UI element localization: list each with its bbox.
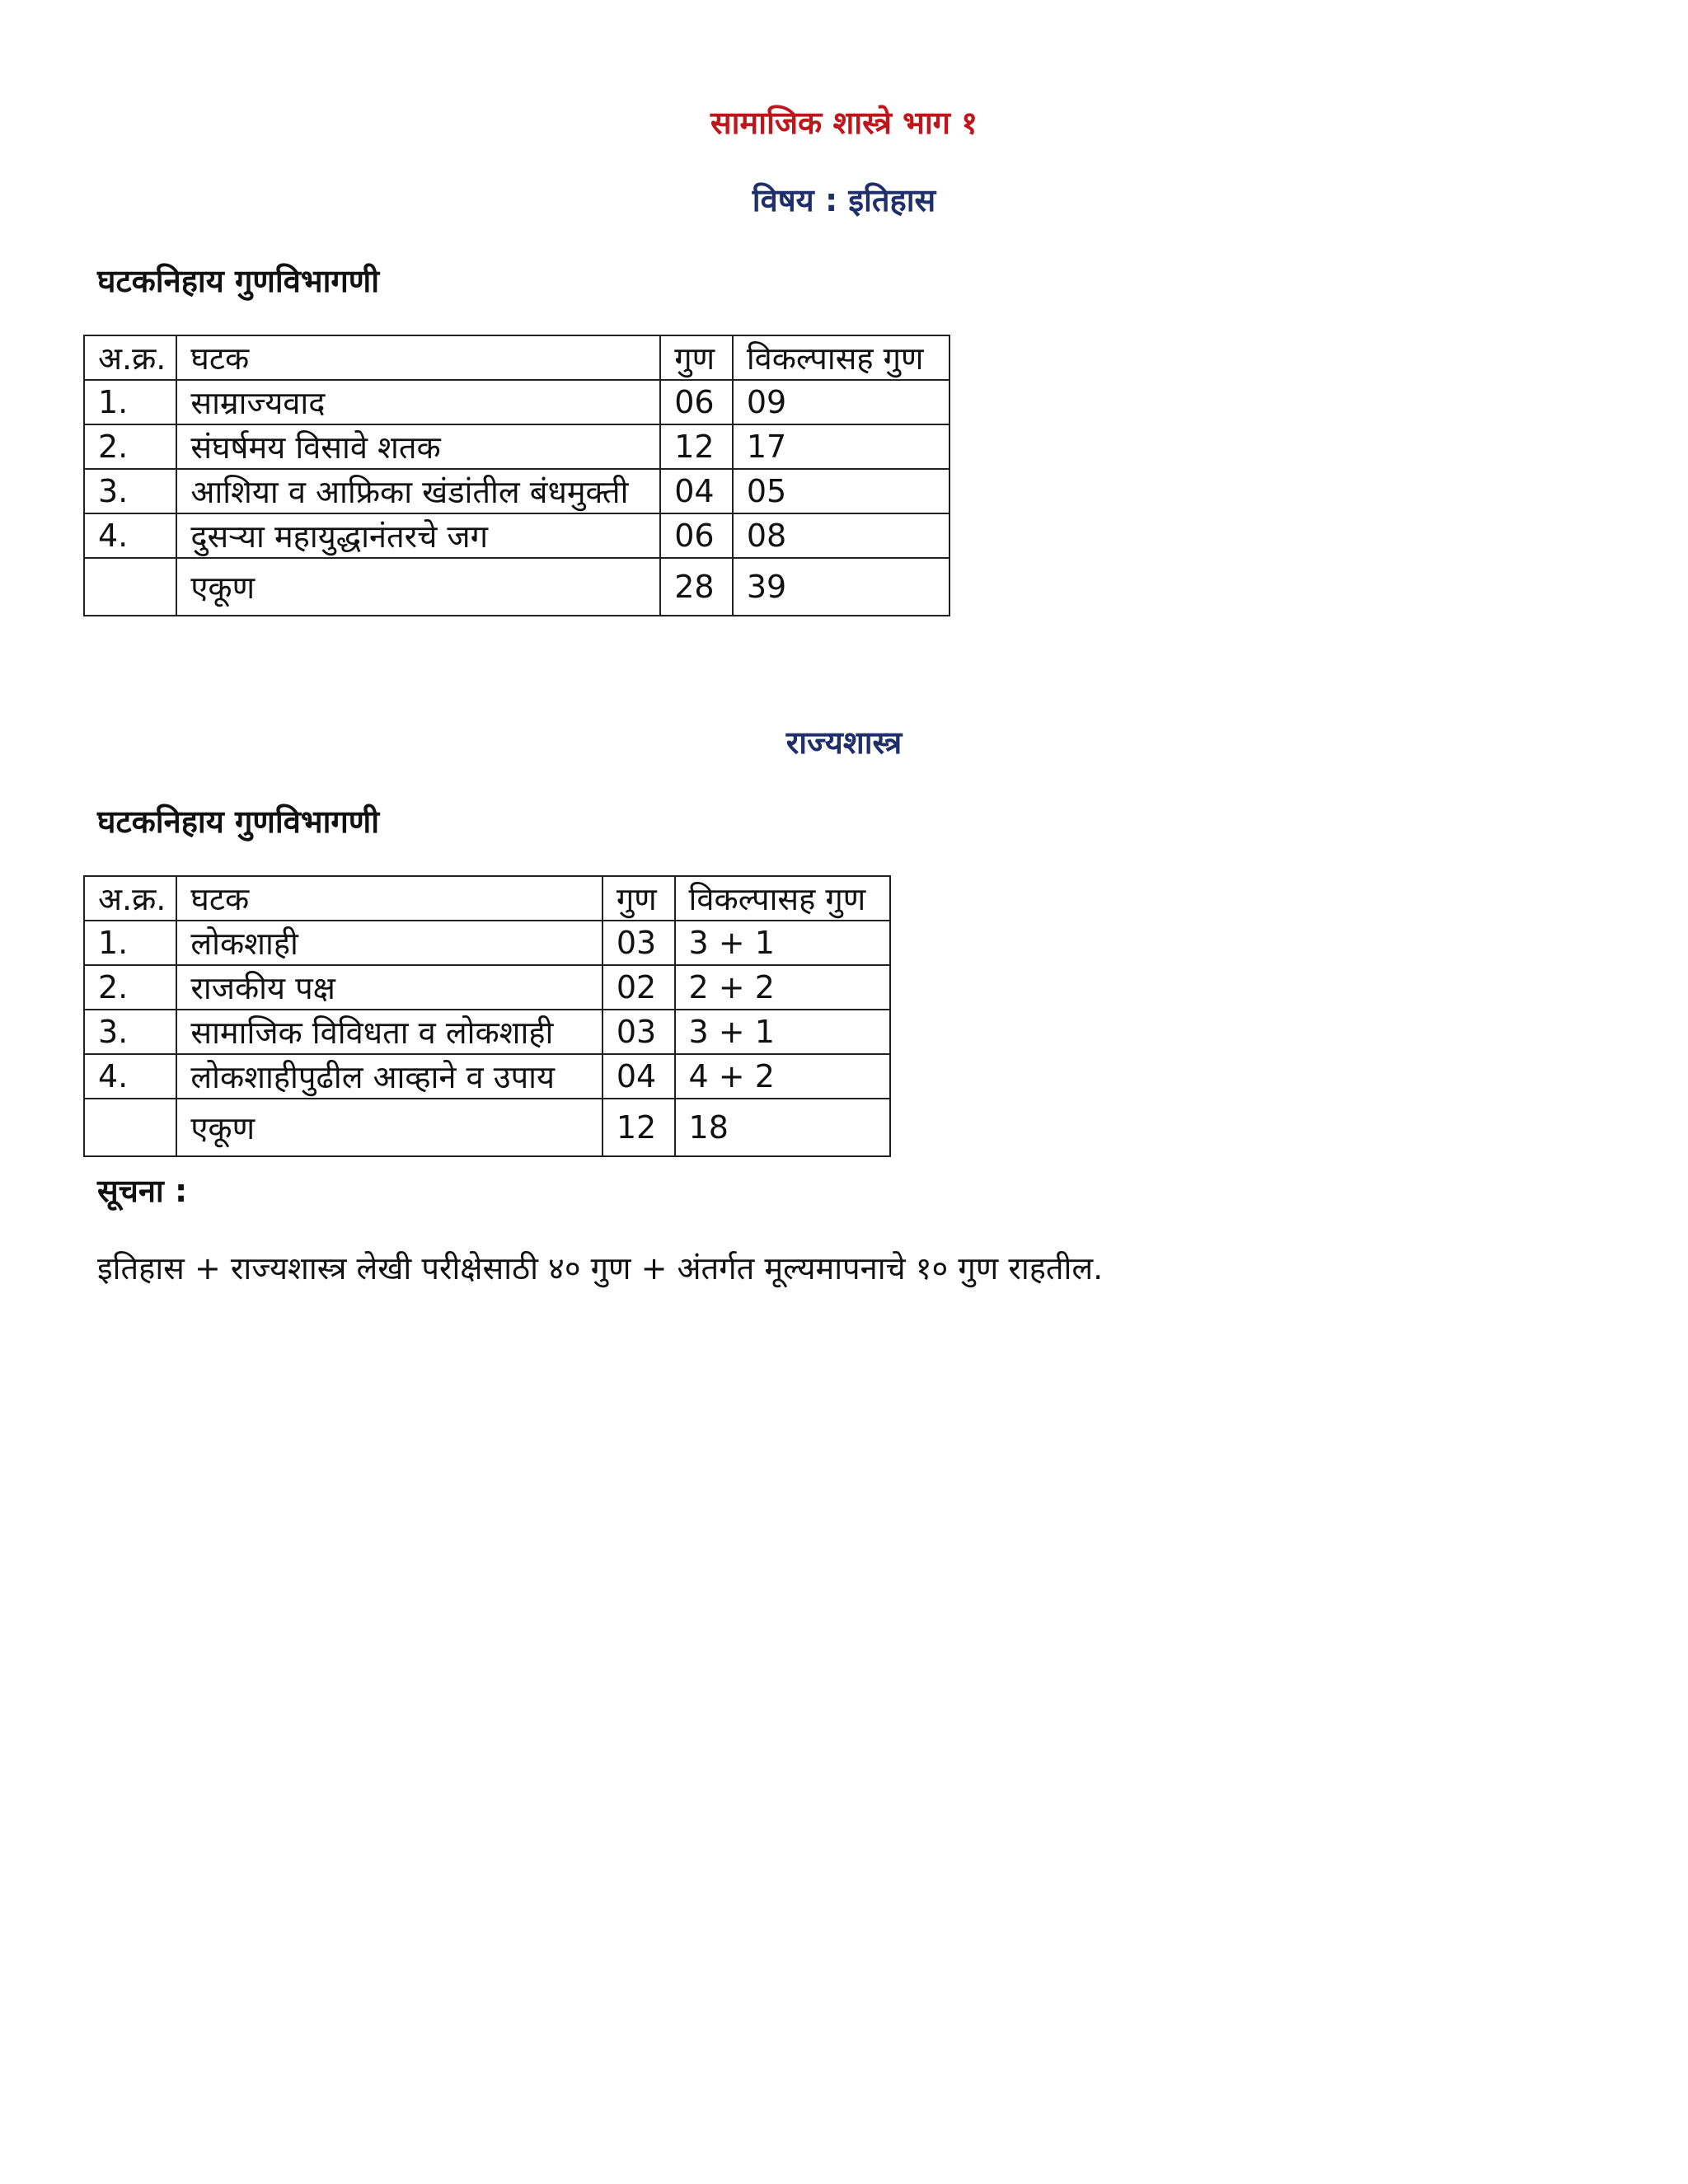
header-unit: घटक: [176, 876, 602, 921]
cell-marks: 06: [660, 380, 733, 424]
cell-serial: 3.: [84, 469, 176, 513]
cell-marks-with-options: 3 + 1: [675, 1010, 890, 1054]
header-serial: अ.क्र.: [84, 335, 176, 380]
history-marks-table: [83, 335, 950, 616]
cell-marks-with-options: 4 + 2: [675, 1054, 890, 1099]
note-label: सूचना :: [97, 1173, 188, 1209]
cell-serial: [84, 558, 176, 616]
cell-serial: [84, 1099, 176, 1156]
note-text: इतिहास + राज्यशास्त्र लेखी परीक्षेसाठी ४० गुण + अंतर्गत मूल्यमापनाचे १० गुण राहतील.: [97, 1250, 1104, 1286]
header-unit: घटक: [176, 335, 660, 380]
history-subject-heading: विषय : इतिहास: [752, 182, 936, 218]
cell-unit: सामाजिक विविधता व लोकशाही: [176, 1010, 602, 1054]
political-science-section-heading: घटकनिहाय गुणविभागणी: [97, 804, 380, 840]
cell-serial: 1.: [84, 921, 176, 965]
cell-marks-with-options: 09: [733, 380, 950, 424]
table-total-row: [84, 1099, 890, 1156]
cell-serial: 1.: [84, 380, 176, 424]
cell-marks-with-options: 3 + 1: [675, 921, 890, 965]
header-marks: गुण: [660, 335, 733, 380]
cell-unit: लोकशाहीपुढील आव्हाने व उपाय: [176, 1054, 602, 1099]
cell-serial: 2.: [84, 424, 176, 469]
cell-total-label: एकूण: [176, 1099, 602, 1156]
cell-total-marks-with-options: 18: [675, 1099, 890, 1156]
cell-unit: राजकीय पक्ष: [176, 965, 602, 1010]
header-marks: गुण: [603, 876, 675, 921]
header-marks-with-options: विकल्पासह गुण: [733, 335, 950, 380]
table-row: [84, 965, 890, 1010]
cell-serial: 4.: [84, 1054, 176, 1099]
cell-marks-with-options: 08: [733, 513, 950, 558]
table-header-row: [84, 876, 890, 921]
cell-marks: 03: [603, 1010, 675, 1054]
table-row: [84, 1010, 890, 1054]
header-marks-with-options: विकल्पासह गुण: [675, 876, 890, 921]
cell-total-marks-with-options: 39: [733, 558, 950, 616]
cell-total-marks: 12: [603, 1099, 675, 1156]
cell-marks: 04: [603, 1054, 675, 1099]
cell-marks: 04: [660, 469, 733, 513]
political-science-marks-table: [83, 875, 891, 1157]
cell-marks: 02: [603, 965, 675, 1010]
cell-marks: 03: [603, 921, 675, 965]
table-row: [84, 921, 890, 965]
cell-marks-with-options: 2 + 2: [675, 965, 890, 1010]
table-total-row: [84, 558, 950, 616]
header-serial: अ.क्र.: [84, 876, 176, 921]
table-row: [84, 380, 950, 424]
cell-unit: संघर्षमय विसावे शतक: [176, 424, 660, 469]
cell-total-label: एकूण: [176, 558, 660, 616]
history-section-heading: घटकनिहाय गुणविभागणी: [97, 263, 380, 299]
table-row: [84, 469, 950, 513]
cell-serial: 4.: [84, 513, 176, 558]
table-row: [84, 424, 950, 469]
cell-serial: 3.: [84, 1010, 176, 1054]
cell-serial: 2.: [84, 965, 176, 1010]
table-row: [84, 1054, 890, 1099]
political-science-subject-heading: राज्यशास्त्र: [785, 724, 903, 761]
document-title: सामाजिक शास्त्रे भाग १: [710, 105, 978, 141]
cell-marks: 06: [660, 513, 733, 558]
table-row: [84, 513, 950, 558]
cell-total-marks: 28: [660, 558, 733, 616]
cell-unit: दुसऱ्या महायुद्धानंतरचे जग: [176, 513, 660, 558]
table-header-row: [84, 335, 950, 380]
cell-unit: आशिया व आफ्रिका खंडांतील बंधमुक्ती: [176, 469, 660, 513]
cell-unit: साम्राज्यवाद: [176, 380, 660, 424]
cell-unit: लोकशाही: [176, 921, 602, 965]
cell-marks: 12: [660, 424, 733, 469]
cell-marks-with-options: 05: [733, 469, 950, 513]
cell-marks-with-options: 17: [733, 424, 950, 469]
